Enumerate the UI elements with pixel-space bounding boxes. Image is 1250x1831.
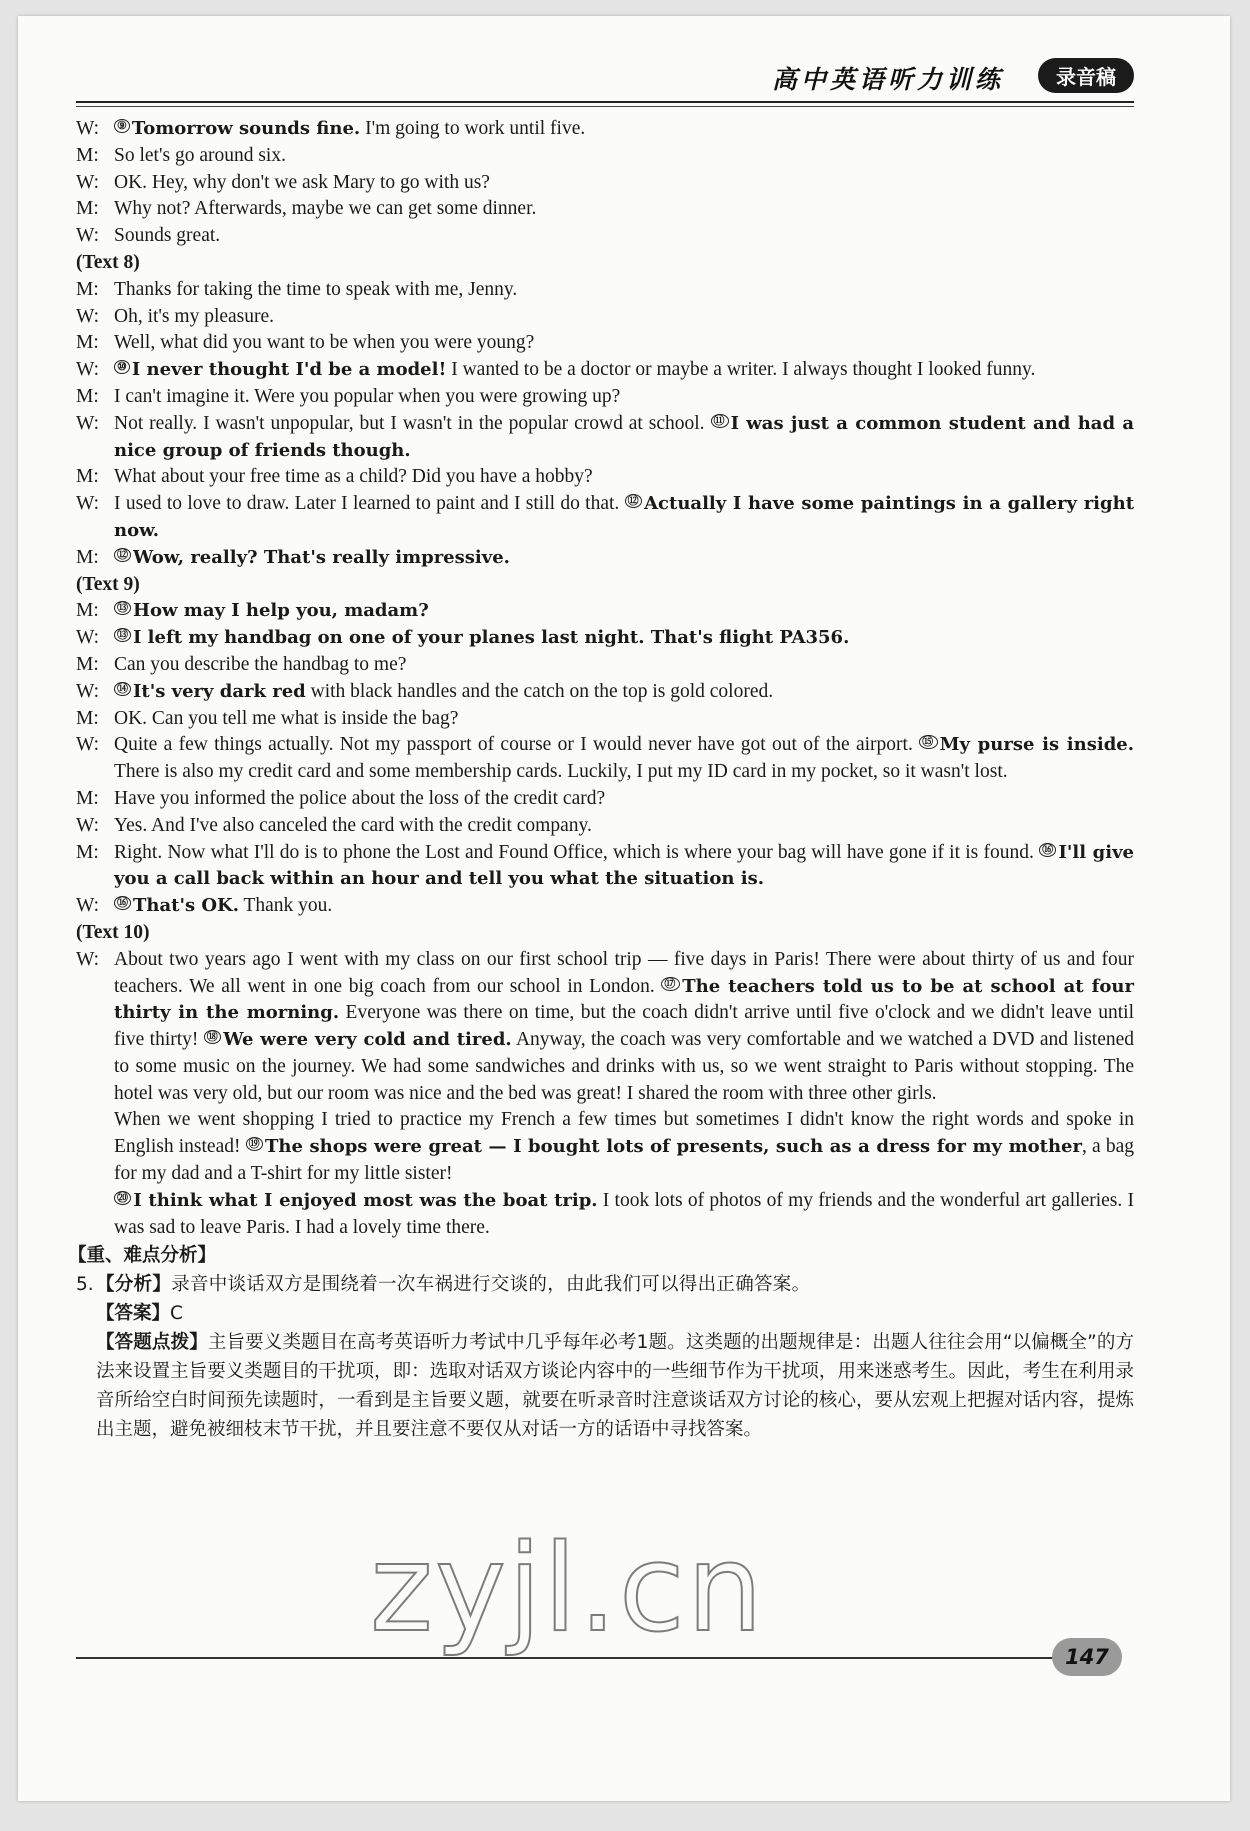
dialogue-line bbox=[76, 893, 1134, 920]
tip-label: 【答题点拨】 bbox=[96, 1332, 208, 1354]
page-number: 147 bbox=[1052, 1638, 1122, 1676]
key-sentence: I left my handbag on one of your planes last night. That's flight PA356. bbox=[133, 627, 850, 649]
answer-value: C bbox=[170, 1303, 183, 1325]
speaker-label: M: bbox=[76, 332, 99, 354]
speaker-label: W: bbox=[76, 118, 100, 139]
dialogue-text: Not really. I wasn't unpopular, but I wasn't in the popular crowd at school. ⑪ I was just a common student and had a nice group of friends though. bbox=[114, 412, 1135, 461]
speaker-label: W: bbox=[76, 493, 100, 515]
text10-monologue bbox=[76, 947, 1134, 1108]
dialogue-text: ⑨ Tomorrow sounds fine. I'm going to work until five. bbox=[114, 116, 1134, 143]
speaker-label: W: bbox=[76, 305, 100, 327]
dialogue-line bbox=[76, 491, 1134, 545]
dialogue-line bbox=[76, 464, 1134, 491]
header-rule bbox=[76, 101, 1134, 103]
dialogue-line bbox=[76, 706, 1134, 733]
speaker-label: M: bbox=[76, 653, 99, 675]
key-sentence: I'll give you a call back within an hour and tell you what the situation is. bbox=[114, 841, 1134, 890]
speaker-label: W: bbox=[76, 948, 100, 970]
monologue-paragraph-3: ⑳ I think what I enjoyed most was the boat trip. I took lots of photos of my friends and the wonderful art galleries. I was sad to leave Paris. I had a lovely time there. bbox=[114, 1189, 1134, 1238]
marker: ⑪ bbox=[711, 414, 729, 428]
text7-continued bbox=[76, 116, 1134, 250]
dialogue-text: Have you informed the police about the loss of the credit card? bbox=[114, 787, 606, 809]
key-sentence: That's OK. bbox=[133, 895, 239, 917]
dialogue-line bbox=[76, 304, 1134, 331]
key-sentence: Tomorrow sounds fine. bbox=[131, 118, 361, 139]
dialogue-line bbox=[76, 411, 1134, 465]
speaker-label: W: bbox=[76, 895, 100, 917]
key-sentence: Actually I have some paintings in a gallery right now. bbox=[114, 493, 1135, 541]
speaker-label: W: bbox=[76, 627, 100, 649]
speaker-label: M: bbox=[76, 385, 99, 407]
marker: ⑯ bbox=[1039, 843, 1056, 857]
marker: ⑲ bbox=[246, 1137, 263, 1151]
monologue-paragraph: About two years ago I went with my class on our first school trip — five days in Paris! There were about thirty of us and four teachers. We all went in one big coach from our school in London. ⑰ The teachers told us to be at school at four thirty in the morning. Everyone was there on time, but the coach didn't arrive until five o'clock and we didn't leave until five thirty! ⑱ We were very cold and tired. Anyway, the coach was very comfortable and we watched a DVD and listened to some music on the journey. We had some sandwiches and drinks with us, so we went straight to Paris without stopping. The hotel was very old, but our room was nice and the bed was great! I shared the room with three other girls. bbox=[114, 948, 1135, 1104]
dialogue-line bbox=[76, 330, 1134, 357]
question-number: 5. bbox=[76, 1274, 94, 1296]
speaker-label: M: bbox=[76, 466, 99, 488]
key-sentence: It's very dark red bbox=[133, 680, 306, 702]
marker: ⑬ bbox=[114, 601, 131, 615]
tip-text: 主旨要义类题目在高考英语听力考试中几乎每年必考1题。这类题的出题规律是：出题人往往会用“以偏概全”的方法来设置主旨要义类题目的干扰项，即：选取对话双方谈论内容中的一些细节作为干扰项，用来迷惑考生。因此，考生在利用录音所给空白时间预先读题时，一看到是主旨要义题，就要在听录音时注意谈话双方讨论的核心，要从宏观上把握对话内容，提炼出主题，避免被细枝末节干扰，并且要注意不要仅从对话一方的话语中寻找答案。 bbox=[96, 1332, 1134, 1441]
speaker-label: M: bbox=[76, 841, 99, 863]
speaker-label: W: bbox=[76, 814, 100, 836]
dialogue-line bbox=[76, 625, 1134, 652]
dialogue-text: OK. Hey, why don't we ask Mary to go with us? bbox=[114, 171, 490, 193]
dialogue-text: ⑭ It's very dark red with black handles and the catch on the top is gold colored. bbox=[114, 679, 1134, 706]
dialogue-text: I can't imagine it. Were you popular when you were growing up? bbox=[114, 385, 621, 407]
speaker-label: M: bbox=[76, 600, 99, 622]
section-heading-text10: (Text 10) bbox=[76, 921, 150, 943]
analysis-block bbox=[76, 1270, 1134, 1444]
speaker-label: W: bbox=[76, 412, 100, 434]
key-sentence: My purse is inside. bbox=[939, 734, 1135, 756]
section-badge: 录音稿 bbox=[1038, 58, 1134, 93]
marker: ⑬ bbox=[114, 628, 131, 642]
marker: ⑩ bbox=[114, 360, 130, 374]
dialogue-text: ⑩ I never thought I'd be a model! I wanted to be a doctor or maybe a writer. I always thought I looked funny. bbox=[114, 357, 1134, 384]
dialogue-text: Can you describe the handbag to me? bbox=[114, 653, 407, 675]
dialogue-text: What about your free time as a child? Did you have a hobby? bbox=[114, 466, 593, 488]
speaker-label: M: bbox=[76, 144, 99, 166]
marker: ⑱ bbox=[204, 1030, 222, 1044]
speaker-label: W: bbox=[76, 734, 100, 756]
speaker-label: M: bbox=[76, 278, 99, 300]
dialogue-line bbox=[76, 170, 1134, 197]
analysis-text: 录音中谈话双方是围绕着一次车祸进行交谈的，由此我们可以得出正确答案。 bbox=[171, 1274, 811, 1296]
dialogue-text: So let's go around six. bbox=[114, 144, 286, 166]
dialogue-text: Right. Now what I'll do is to phone the Lost and Found Office, which is where your bag will have gone if it is found. ⑯ I'll give you a call back within an hour and tell you what the situation is. bbox=[114, 841, 1134, 890]
dialogue-text bbox=[114, 545, 1134, 572]
analysis-heading: 【重、难点分析】 bbox=[68, 1245, 217, 1267]
text8-dialogue bbox=[76, 277, 1134, 572]
book-title: 高中英语听力训练 bbox=[771, 65, 1004, 94]
header-rule-thin bbox=[76, 106, 1134, 107]
dialogue-text: Oh, it's my pleasure. bbox=[114, 305, 275, 327]
dialogue-text: Quite a few things actually. Not my passport of course or I would never have got out of the airport. ⑮ My purse is inside. There is also my credit card and some membership cards. Luckily, I put my ID card in my pocket, so it wasn't lost. bbox=[114, 734, 1135, 783]
marker: ⑫ bbox=[114, 548, 131, 562]
transcript-body bbox=[68, 116, 1135, 1444]
speaker-label: W: bbox=[76, 225, 100, 247]
marker: ⑭ bbox=[114, 682, 131, 696]
speaker-label: W: bbox=[76, 359, 100, 381]
dialogue-line bbox=[76, 679, 1134, 706]
analysis-label: 【分析】 bbox=[96, 1274, 172, 1296]
monologue-paragraph-2: When we went shopping I tried to practice my French a few times but sometimes I didn't know the right words and spoke in English instead! ⑲ The shops were great — I bought lots of presents, such as a dress for my mother, a bag for my dad and a T-shirt for my little sister! bbox=[114, 1109, 1135, 1185]
marker: ⑨ bbox=[114, 119, 130, 133]
dialogue-line bbox=[76, 840, 1134, 894]
speaker-label: M: bbox=[76, 198, 99, 220]
marker: ⑮ bbox=[919, 735, 937, 749]
marker: ⑯ bbox=[114, 896, 131, 910]
dialogue-line bbox=[76, 786, 1134, 813]
dialogue-text: Yes. And I've also canceled the card with the credit company. bbox=[114, 814, 592, 836]
dialogue-line bbox=[76, 277, 1134, 304]
dialogue-line bbox=[76, 813, 1134, 840]
dialogue-line bbox=[76, 598, 1134, 625]
dialogue-line bbox=[76, 384, 1134, 411]
dialogue-line bbox=[76, 732, 1134, 786]
speaker-label: W: bbox=[76, 171, 100, 193]
dialogue-line bbox=[76, 357, 1134, 384]
key-sentence: I never thought I'd be a model! bbox=[131, 359, 447, 381]
marker: ⑫ bbox=[625, 494, 642, 508]
answer-label: 【答案】 bbox=[96, 1303, 171, 1325]
dialogue-line bbox=[76, 143, 1134, 170]
dialogue-text: Why not? Afterwards, maybe we can get some dinner. bbox=[114, 198, 537, 220]
dialogue-line bbox=[76, 223, 1134, 250]
section-heading-text8: (Text 8) bbox=[76, 251, 140, 273]
marker: ⑳ bbox=[114, 1191, 131, 1205]
dialogue-text: Well, what did you want to be when you were young? bbox=[114, 332, 535, 354]
key-sentence: Wow, really? That's really impressive. bbox=[133, 546, 510, 568]
speaker-label: W: bbox=[76, 680, 100, 702]
dialogue-text: Sounds great. bbox=[114, 225, 221, 247]
speaker-label: M: bbox=[76, 787, 99, 809]
text9-dialogue bbox=[76, 598, 1134, 920]
speaker-label: M: bbox=[76, 707, 99, 729]
marker: ⑰ bbox=[661, 977, 680, 991]
key-sentence: I was just a common student and had a nice group of friends though. bbox=[114, 412, 1135, 461]
dialogue-line bbox=[76, 196, 1134, 223]
key-sentence: How may I help you, madam? bbox=[133, 600, 429, 622]
dialogue-text bbox=[114, 625, 1134, 652]
speaker-label: M: bbox=[76, 546, 99, 568]
dialogue-text: Thanks for taking the time to speak with me, Jenny. bbox=[114, 278, 518, 300]
site-watermark: zyjl.cn bbox=[370, 1520, 765, 1659]
dialogue-line bbox=[76, 545, 1134, 572]
section-heading-text9: (Text 9) bbox=[76, 573, 140, 595]
dialogue-line bbox=[76, 652, 1134, 679]
dialogue-line bbox=[76, 116, 1134, 143]
dialogue-text: I used to love to draw. Later I learned to paint and I still do that. ⑫ Actually I have some paintings in a gallery right now. bbox=[114, 493, 1135, 541]
dialogue-text: ⑯ That's OK. Thank you. bbox=[114, 893, 1134, 920]
dialogue-text: OK. Can you tell me what is inside the bag? bbox=[114, 707, 459, 729]
footer-rule bbox=[76, 1657, 1054, 1659]
dialogue-text bbox=[114, 598, 1134, 625]
